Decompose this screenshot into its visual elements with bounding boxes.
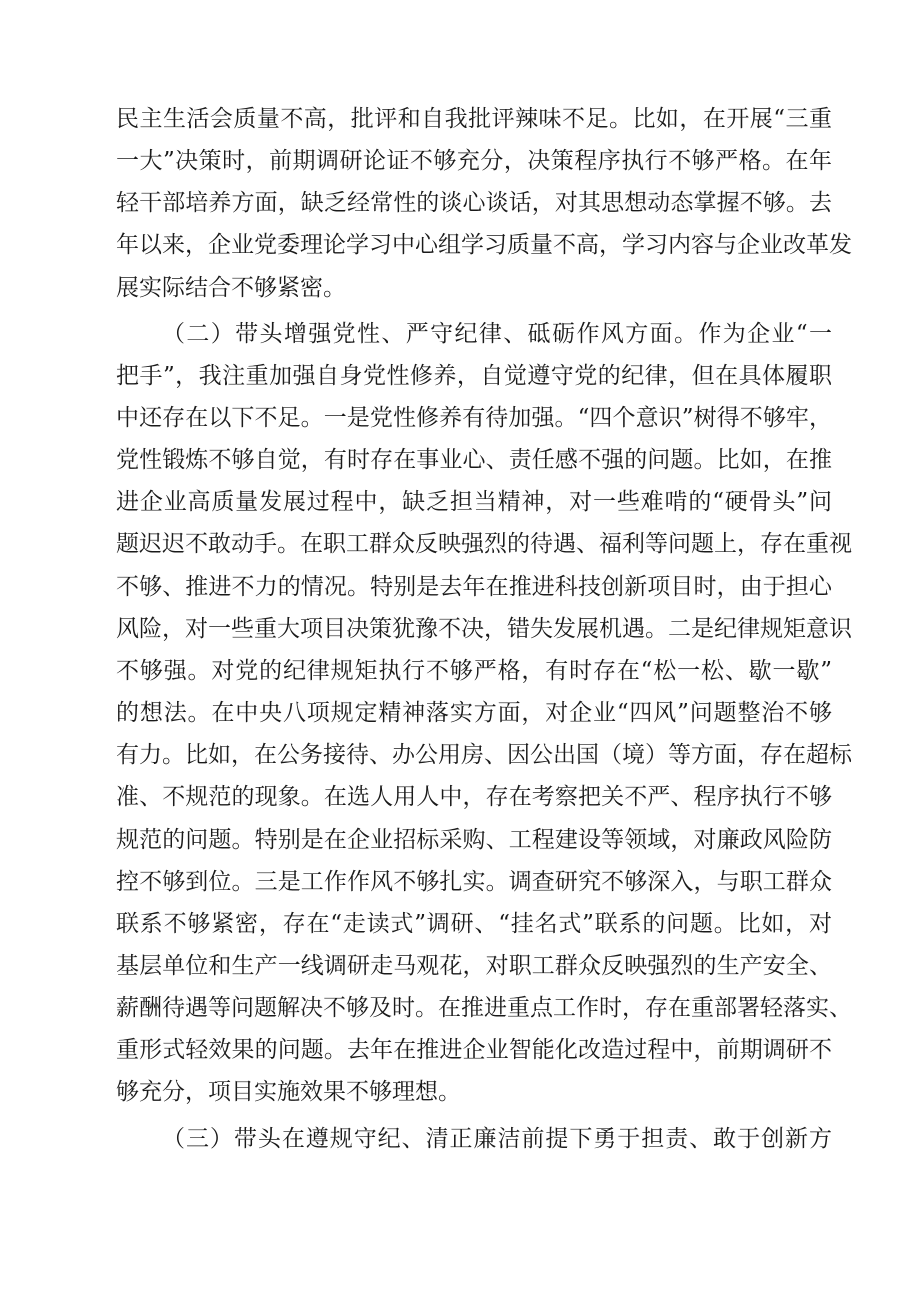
paragraph-heading-line: （三）带头在遵规守纪、清正廉洁前提下勇于担责、敢于创新方: [162, 1126, 832, 1152]
paragraph-line: 准、不规范的现象。在选人用人中，存在考察把关不严、程序执行不够: [116, 784, 832, 810]
paragraph-line: 控不够到位。三是工作作风不够扎实。调查研究不够深入，与职工群众: [116, 869, 832, 895]
paragraph-line: 有力。比如，在公务接待、办公用房、因公出国（境）等方面，存在超标: [116, 742, 852, 768]
paragraph-line: 规范的问题。特别是在企业招标采购、工程建设等领域，对廉政风险防: [116, 827, 832, 853]
paragraph-line: 年以来，企业党委理论学习中心组学习质量不高，学习内容与企业改革发: [116, 232, 852, 258]
paragraph-line: 中还存在以下不足。一是党性修养有待加强。“四个意识”树得不够牢，: [116, 405, 832, 431]
paragraph-line: 薪酬待遇等问题解决不够及时。在推进重点工作时，存在重部署轻落实、: [116, 995, 852, 1021]
paragraph-line: 联系不够紧密，存在“走读式”调研、“挂名式”联系的问题。比如，对: [116, 911, 832, 937]
paragraph-line: 党性锻炼不够自觉，有时存在事业心、责任感不强的问题。比如，在推: [116, 447, 832, 473]
paragraph-line: 展实际结合不够紧密。: [116, 275, 346, 301]
paragraph-line: 不够强。对党的纪律规矩执行不够严格，有时存在“松一松、歇一歇”: [116, 658, 832, 684]
paragraph-line: 把手”，我注重加强自身党性修养，自觉遵守党的纪律，但在具体履职: [116, 363, 832, 389]
paragraph-line: 的想法。在中央八项规定精神落实方面，对企业“四风”问题整治不够: [116, 700, 832, 726]
paragraph-heading-line: （二）带头增强党性、严守纪律、砥砺作风方面。作为企业“一: [162, 321, 832, 347]
paragraph-line: 风险，对一些重大项目决策犹豫不决，错失发展机遇。二是纪律规矩意识: [116, 616, 852, 642]
paragraph-line: 轻干部培养方面，缺乏经常性的谈心谈话，对其思想动态掌握不够。去: [116, 190, 832, 216]
paragraph-line: 重形式轻效果的问题。去年在推进企业智能化改造过程中，前期调研不: [116, 1037, 832, 1063]
paragraph-line: 进企业高质量发展过程中，缺乏担当精神，对一些难啃的“硬骨头”问: [116, 489, 832, 515]
paragraph-line: 民主生活会质量不高，批评和自我批评辣味不足。比如，在开展“三重: [116, 106, 832, 132]
paragraph-line: 题迟迟不敢动手。在职工群众反映强烈的待遇、福利等问题上，存在重视: [116, 531, 852, 557]
paragraph-line: 基层单位和生产一线调研走马观花，对职工群众反映强烈的生产安全、: [116, 953, 832, 979]
paragraph-line: 够充分，项目实施效果不够理想。: [116, 1079, 461, 1105]
paragraph-line: 一大”决策时，前期调研论证不够充分，决策程序执行不够严格。在年: [116, 148, 832, 174]
paragraph-line: 不够、推进不力的情况。特别是去年在推进科技创新项目时，由于担心: [116, 574, 832, 600]
